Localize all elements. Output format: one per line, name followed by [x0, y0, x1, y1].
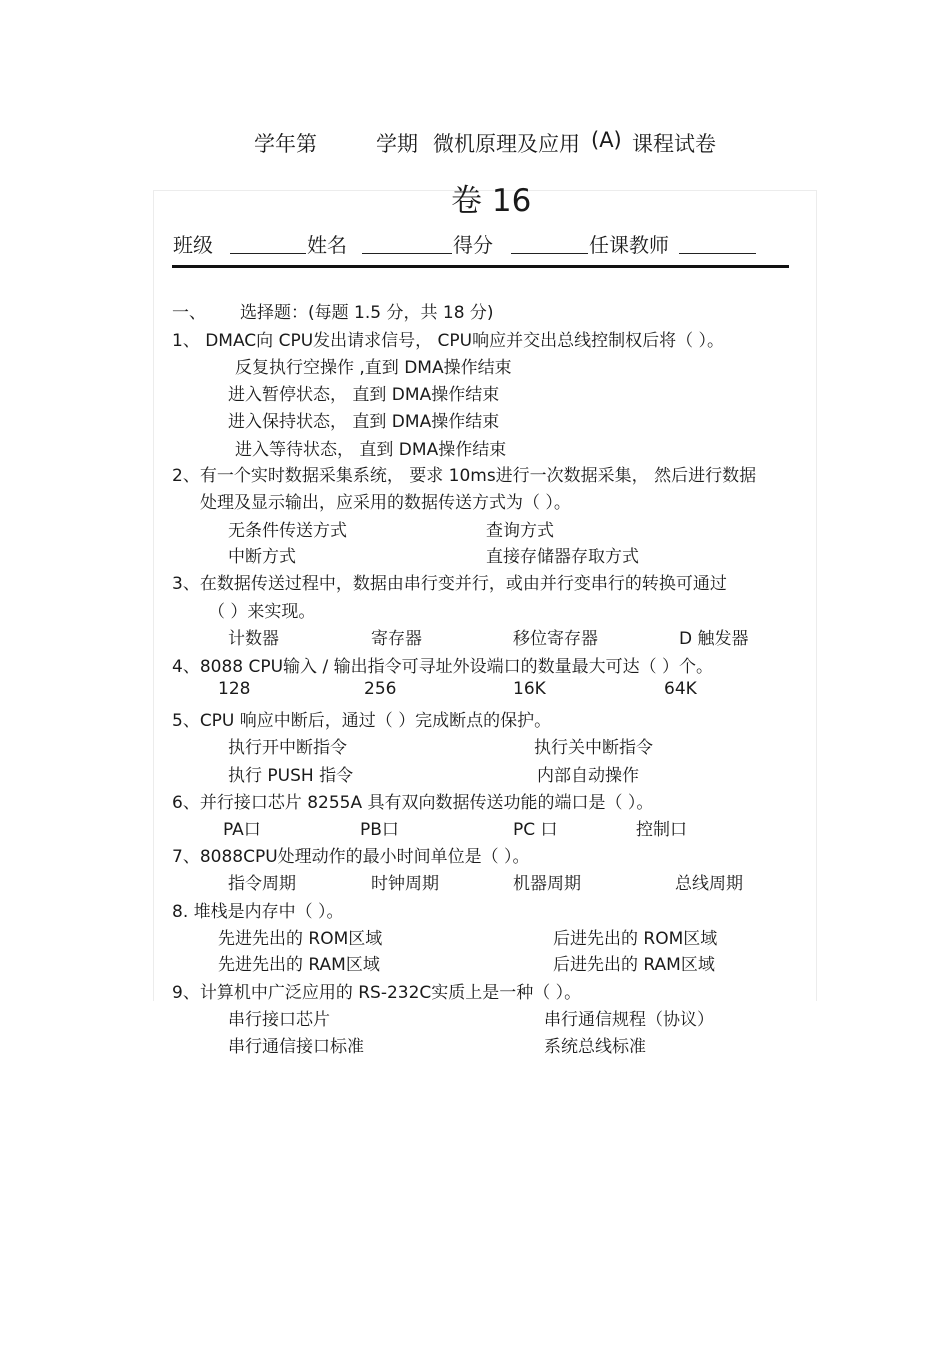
score-label: 得分 — [453, 233, 493, 257]
question-9-option-d: 系统总线标准 — [544, 1037, 646, 1057]
question-9-option-a: 串行接口芯片 — [228, 1010, 330, 1030]
question-5-text: 5、CPU 响应中断后，通过（ ）完成断点的保护。 — [172, 711, 552, 731]
question-6-option-c: PC 口 — [513, 820, 558, 840]
question-8-option-d: 后进先出的 RAM区域 — [553, 955, 715, 975]
question-5-option-d: 内部自动操作 — [537, 766, 639, 786]
exam-title-part5: 课程试卷 — [632, 132, 716, 156]
question-2-option-c: 中断方式 — [228, 547, 296, 567]
question-4-option-d: 64K — [664, 679, 697, 699]
question-3-option-c: 移位寄存器 — [513, 629, 598, 649]
question-8-option-a: 先进先出的 ROM区域 — [218, 929, 383, 949]
question-6-option-d: 控制口 — [636, 820, 687, 840]
class-label: 班级 — [173, 233, 213, 257]
question-6-option-b: PB口 — [360, 820, 399, 840]
name-field[interactable] — [362, 233, 452, 254]
class-field[interactable] — [230, 233, 306, 254]
question-9-option-b: 串行通信规程（协议） — [544, 1010, 714, 1030]
question-2-option-d: 直接存储器存取方式 — [486, 547, 639, 567]
score-field[interactable] — [511, 233, 588, 254]
exam-title-part2: 学期 — [376, 132, 418, 156]
question-4-option-c: 16K — [513, 679, 546, 699]
question-3-text-line2: （ ）来实现。 — [208, 602, 316, 622]
question-5-option-b: 执行关中断指令 — [534, 738, 653, 758]
question-7-option-d: 总线周期 — [675, 874, 743, 894]
question-2-option-b: 查询方式 — [486, 521, 554, 541]
section-number: 一、 — [172, 303, 206, 323]
question-7-option-a: 指令周期 — [228, 874, 296, 894]
question-4-text: 4、8088 CPU输入 / 输出指令可寻址外设端口的数量最大可达（ ）个。 — [172, 657, 713, 677]
question-1-text: 1、 DMAC向 CPU发出请求信号， CPU响应并交出总线控制权后将（ ）。 — [172, 331, 725, 351]
question-6-text: 6、并行接口芯片 8255A 具有双向数据传送功能的端口是（ ）。 — [172, 793, 654, 813]
question-3-option-a: 计数器 — [228, 629, 279, 649]
question-4-option-b: 256 — [364, 679, 397, 699]
question-2-option-a: 无条件传送方式 — [228, 521, 347, 541]
question-7-text: 7、8088CPU处理动作的最小时间单位是（ ）。 — [172, 847, 530, 867]
exam-title-part1: 学年第 — [254, 132, 317, 156]
question-3-option-d: D 触发器 — [679, 629, 749, 649]
question-9-text: 9、计算机中广泛应用的 RS-232C实质上是一种（ ）。 — [172, 983, 582, 1003]
question-1-option-b: 进入暂停状态， 直到 DMA操作结束 — [228, 385, 500, 405]
question-3-option-b: 寄存器 — [371, 629, 422, 649]
question-5-option-a: 执行开中断指令 — [228, 738, 347, 758]
question-8-option-c: 先进先出的 RAM区域 — [218, 955, 380, 975]
question-1-option-d: 进入等待状态， 直到 DMA操作结束 — [235, 440, 507, 460]
question-7-option-b: 时钟周期 — [371, 874, 439, 894]
question-4-option-a: 128 — [218, 679, 251, 699]
question-8-text: 8. 堆栈是内存中（ ）。 — [172, 902, 344, 922]
question-5-option-c: 执行 PUSH 指令 — [228, 766, 354, 786]
teacher-field[interactable] — [679, 233, 756, 254]
header-divider — [172, 265, 789, 268]
question-8-option-b: 后进先出的 ROM区域 — [553, 929, 718, 949]
section-title: 选择题：(每题 1.5 分，共 18 分) — [240, 303, 494, 323]
exam-title-part4: (A) — [591, 128, 622, 152]
question-3-text: 3、在数据传送过程中，数据由串行变并行，或由并行变串行的转换可通过 — [172, 574, 727, 594]
exam-title-part3: 微机原理及应用 — [433, 132, 580, 156]
question-7-option-c: 机器周期 — [513, 874, 581, 894]
question-6-option-a: PA口 — [223, 820, 261, 840]
question-2-text-line2: 处理及显示输出，应采用的数据传送方式为（ ）。 — [200, 493, 571, 513]
question-2-text: 2、有一个实时数据采集系统， 要求 10ms进行一次数据采集， 然后进行数据 — [172, 466, 757, 486]
question-1-option-a: 反复执行空操作 ,直到 DMA操作结束 — [235, 358, 512, 378]
exam-volume: 卷 16 — [451, 183, 532, 219]
question-9-option-c: 串行通信接口标准 — [228, 1037, 364, 1057]
teacher-label: 任课教师 — [589, 233, 669, 257]
question-1-option-c: 进入保持状态， 直到 DMA操作结束 — [228, 412, 500, 432]
name-label: 姓名 — [307, 233, 347, 257]
